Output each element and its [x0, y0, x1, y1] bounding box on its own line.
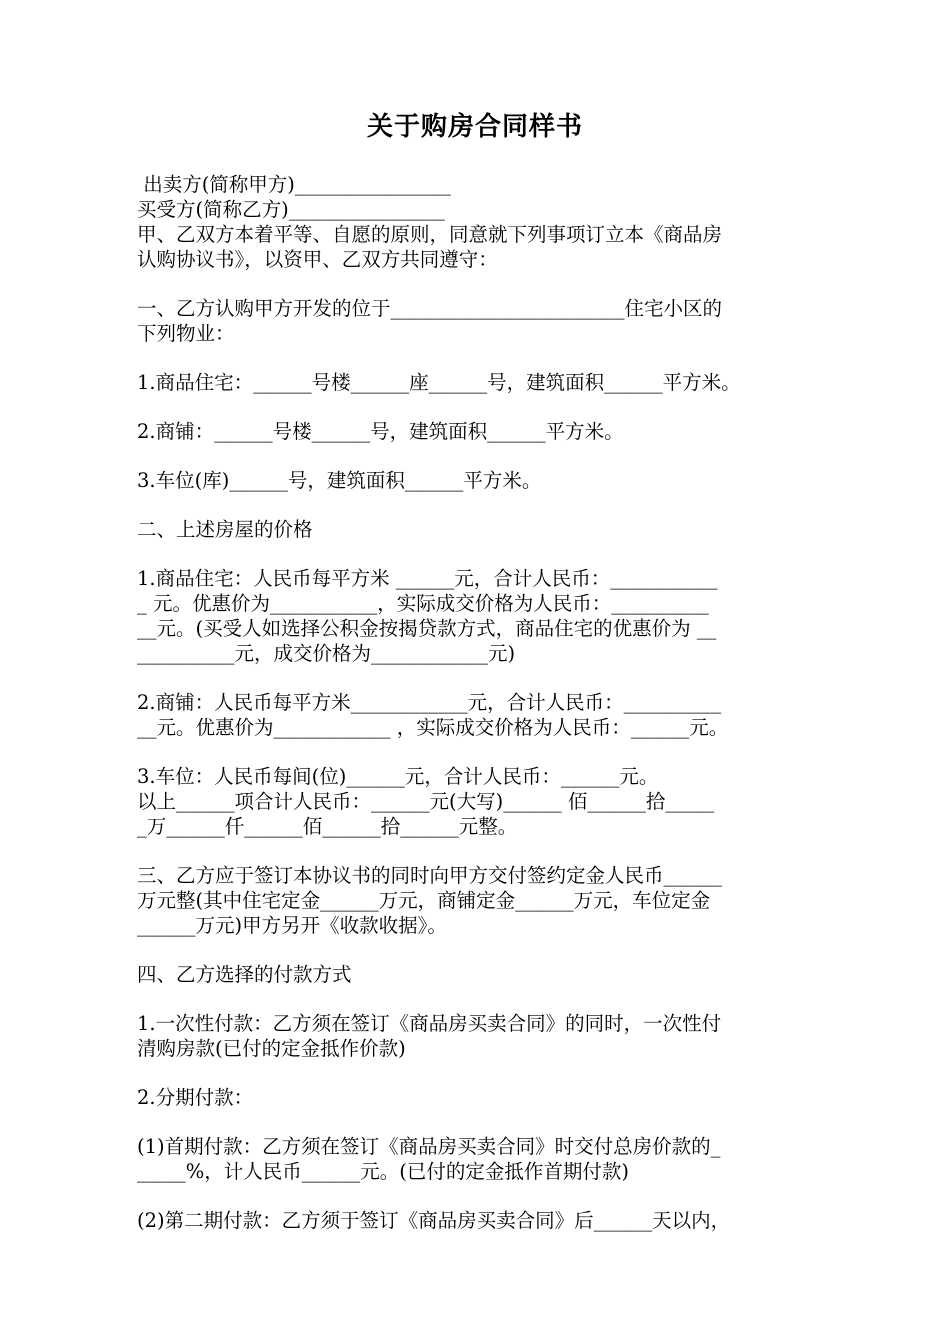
document-line: 出卖方(简称甲方)________________: [137, 173, 451, 196]
document-line: 甲、乙双方本着平等、自愿的原则，同意就下列事项订立本《商品房: [137, 223, 723, 246]
document-line: 万元整(其中住宅定金______万元，商铺定金______万元，车位定金: [137, 889, 711, 912]
document-line: __元。(买受人如选择公积金按揭贷款方式，商品住宅的优惠价为 __: [137, 617, 717, 640]
document-title: 关于购房合同样书: [366, 112, 583, 142]
document-line: 1.商品住宅：人民币每平方米 ______元，合计人民币：___________: [137, 567, 718, 590]
document-line: 以上______项合计人民币：______元(大写)______ 佰______拾_____: [137, 790, 715, 813]
document-line: 三、乙方应于签订本协议书的同时向甲方交付签约定金人民币______: [137, 864, 723, 887]
document-line: 2.分期付款：: [137, 1086, 254, 1109]
paragraph-gap: [137, 839, 819, 863]
paragraph-gap: [137, 272, 819, 296]
document-line: 清购房款(已付的定金抵作价款): [137, 1037, 406, 1060]
document-line: (2)第二期付款：乙方须于签订《商品房买卖合同》后______天以内，: [137, 1209, 731, 1232]
document-line: 1.商品住宅：______号楼______座______号，建筑面积______平方米。: [137, 371, 741, 394]
paragraph-gap: [137, 740, 819, 764]
document-line: 3.车位(库)______号，建筑面积______平方米。: [137, 469, 542, 492]
paragraph-gap: [137, 987, 819, 1011]
document-body: [137, 172, 819, 1233]
document-line: 2.商铺：______号楼______号，建筑面积______平方米。: [137, 420, 624, 443]
document-line: 下列物业：: [137, 322, 235, 345]
document-line: _____%，计人民币______元。(已付的定金抵作首期付款): [137, 1160, 629, 1183]
document-line: _ 元。优惠价为___________，实际成交价格为人民币：__________: [137, 592, 709, 615]
document-line: 一、乙方认购甲方开发的位于________________________住宅小区的: [137, 297, 723, 320]
document-line: 认购协议书》，以资甲、乙双方共同遵守：: [137, 248, 498, 271]
paragraph-gap: [137, 444, 819, 468]
document-line: 买受方(简称乙方)________________: [137, 198, 445, 221]
document-line: 四、乙方选择的付款方式: [137, 963, 352, 986]
paragraph-gap: [137, 395, 819, 419]
document-line: __元。优惠价为____________ ，实际成交价格为人民币：______元。: [137, 716, 729, 739]
paragraph-gap: [137, 1110, 819, 1134]
paragraph-gap: [137, 1184, 819, 1208]
document-line: _万______仟______佰______拾______元整。: [137, 815, 518, 838]
document-line: 3.车位：人民币每间(位)______元，合计人民币：______元。: [137, 765, 659, 788]
paragraph-gap: [137, 493, 819, 517]
document-line: __________元，成交价格为____________元): [137, 642, 516, 665]
document-line: 1.一次性付款：乙方须在签订《商品房买卖合同》的同时，一次性付: [137, 1012, 722, 1035]
paragraph-gap: [137, 1061, 819, 1085]
paragraph-gap: [137, 542, 819, 566]
document-line: 二、上述房屋的价格: [137, 518, 313, 541]
paragraph-gap: [137, 346, 819, 370]
paragraph-gap: [137, 666, 819, 690]
document-line: (1)首期付款：乙方须在签订《商品房买卖合同》时交付总房价款的_: [137, 1135, 721, 1158]
paragraph-gap: [137, 938, 819, 962]
document-line: ______万元)甲方另开《收款收据》。: [137, 914, 447, 937]
document-line: 2.商铺：人民币每平方米____________元，合计人民币：__________: [137, 691, 722, 714]
